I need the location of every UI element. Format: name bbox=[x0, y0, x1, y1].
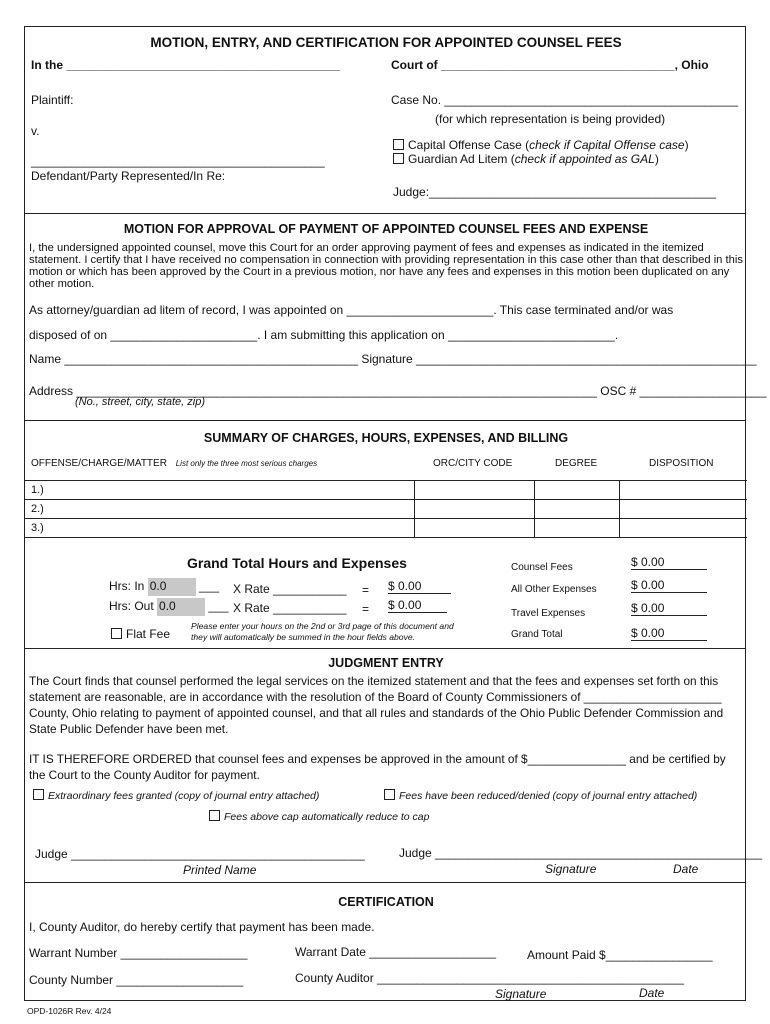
disposed-line[interactable]: disposed of on ______________________. I am submitting this application on _________________________. bbox=[29, 328, 619, 342]
court-of-field[interactable]: Court of ___________________________________, Ohio bbox=[391, 58, 709, 72]
hrs-in-amount: $ 0.00 bbox=[388, 579, 451, 593]
col-degree-header: DEGREE bbox=[555, 458, 598, 469]
capital-offense-checkbox[interactable] bbox=[393, 139, 404, 150]
counsel-fees-label: Counsel Fees bbox=[511, 562, 573, 573]
col-disposition-header: DISPOSITION bbox=[649, 458, 714, 469]
reduced-checkbox[interactable] bbox=[384, 789, 395, 800]
table-row bbox=[25, 519, 747, 538]
judgment-paragraph: The Court finds that counsel performed the legal services on the itemized statement and that the fees and expenses set forth on this statement are reasonable, are in accordance with the resolution of the Board of County Commissioners of _____________________ County, Ohio relating to payment of appointed counsel, and that all rules and standards of the Ohio Public Defender Commission and State Public Defender have been met. bbox=[29, 674, 724, 736]
gal-option[interactable]: Guardian Ad Litem (check if appointed as GAL) bbox=[393, 152, 659, 166]
disposition-cell[interactable] bbox=[619, 500, 747, 519]
extraordinary-option[interactable]: Extraordinary fees granted (copy of journal entry attached) bbox=[33, 789, 319, 802]
county-number-field[interactable]: County Number ___________________ bbox=[29, 973, 244, 987]
orc-cell[interactable] bbox=[414, 481, 534, 500]
certification-statement: I, County Auditor, do hereby certify that payment has been made. bbox=[29, 920, 375, 934]
travel-value[interactable]: $ 0.00 bbox=[631, 601, 707, 616]
col-offense-header: OFFENSE/CHARGE/MATTER List only the three most serious charges bbox=[31, 458, 318, 469]
equals-sign: = bbox=[362, 602, 370, 616]
hrs-in-field[interactable]: 0.0 bbox=[148, 578, 196, 596]
gal-checkbox[interactable] bbox=[393, 153, 404, 164]
equals-sign: = bbox=[362, 583, 370, 597]
hrs-out-row: Hrs: Out 0.0 ___ bbox=[109, 598, 228, 616]
counsel-fees-value: $ 0.00 bbox=[631, 555, 707, 570]
plaintiff-label: Plaintiff: bbox=[31, 93, 74, 107]
judge-printed-name-field[interactable]: Judge ____________________________________________ bbox=[35, 847, 365, 861]
for-which-note: (for which representation is being provided) bbox=[435, 112, 666, 126]
hrs-out-amount: $ 0.00 bbox=[388, 598, 447, 612]
name-signature-line[interactable]: Name ____________________________________________ Signature ___________________________________________________ bbox=[29, 352, 757, 366]
hrs-in-row: Hrs: In 0.0 ___ bbox=[109, 578, 219, 596]
form-title: MOTION, ENTRY, AND CERTIFICATION FOR APPOINTED COUNSEL FEES bbox=[150, 35, 622, 50]
judgment-title: JUDGMENT ENTRY bbox=[328, 656, 444, 670]
divider bbox=[25, 882, 745, 883]
judge-field[interactable]: Judge:___________________________________________ bbox=[393, 185, 717, 199]
other-expenses-label: All Other Expenses bbox=[511, 584, 597, 595]
divider bbox=[25, 648, 745, 649]
summary-title: SUMMARY OF CHARGES, HOURS, EXPENSES, AND BILLING bbox=[203, 431, 569, 445]
appointed-line[interactable]: As attorney/guardian ad litem of record, I was appointed on ______________________. This case terminated and/or was bbox=[29, 303, 674, 317]
above-cap-checkbox[interactable] bbox=[209, 810, 220, 821]
flat-fee-checkbox[interactable] bbox=[111, 628, 122, 639]
divider bbox=[25, 420, 745, 421]
defendant-label: Defendant/Party Represented/In Re: bbox=[31, 169, 226, 183]
printed-name-caption: Printed Name bbox=[183, 863, 257, 877]
case-no-field[interactable]: Case No. ____________________________________________ bbox=[391, 93, 739, 107]
charge-cell[interactable]: 3.) bbox=[25, 519, 414, 538]
degree-cell[interactable] bbox=[534, 500, 619, 519]
capital-offense-option[interactable]: Capital Offense Case (check if Capital Offense case) bbox=[393, 138, 689, 152]
address-hint: (No., street, city, state, zip) bbox=[75, 396, 205, 408]
orc-cell[interactable] bbox=[414, 519, 534, 538]
address-line[interactable]: Address ______________________________________________________________________________ OSC # ___________________ bbox=[29, 384, 767, 398]
charge-cell[interactable]: 1.) bbox=[25, 481, 414, 500]
table-row bbox=[25, 481, 747, 500]
versus-label: v. bbox=[31, 124, 40, 138]
table-row bbox=[25, 500, 747, 519]
warrant-number-field[interactable]: Warrant Number ___________________ bbox=[29, 946, 248, 960]
auditor-date-caption: Date bbox=[639, 986, 665, 1000]
hours-note: Please enter your hours on the 2nd or 3rd page of this document and they will automatically be summed in the hour fields above. bbox=[191, 621, 454, 642]
disposition-cell[interactable] bbox=[619, 519, 747, 538]
form-code: OPD-1026R Rev. 4/24 bbox=[27, 1006, 112, 1016]
totals-title: Grand Total Hours and Expenses bbox=[187, 555, 407, 571]
other-expenses-value[interactable]: $ 0.00 bbox=[631, 578, 707, 593]
x-rate-out-field[interactable]: X Rate ___________ bbox=[233, 601, 347, 615]
reduced-option[interactable]: Fees have been reduced/denied (copy of journal entry attached) bbox=[384, 789, 697, 802]
ordered-paragraph: IT IS THEREFORE ORDERED that counsel fees and expenses be approved in the amount of $_______________ and be certified by the Court to the County Auditor for payment. bbox=[29, 752, 726, 782]
judge-signature-field[interactable]: Judge _________________________________________________ bbox=[399, 846, 763, 860]
flat-fee-option[interactable]: Flat Fee bbox=[111, 627, 170, 641]
hrs-out-field[interactable]: 0.0 bbox=[157, 598, 205, 616]
date-caption: Date bbox=[673, 862, 699, 876]
in-the-field[interactable]: In the _________________________________________ bbox=[31, 58, 340, 72]
signature-caption: Signature bbox=[545, 862, 597, 876]
motion-paragraph: I, the undersigned appointed counsel, move this Court for an order approving payment of fees and expenses as indicated in the itemized statement. I certify that I have received no compensation in connection with providing representation in this case other than that described in this motion or which has been approved by the Court in a previous motion, nor have any fees and expenses in this motion been duplicated on any other motion. bbox=[29, 242, 743, 290]
charges-table bbox=[25, 480, 747, 538]
warrant-date-field[interactable]: Warrant Date ___________________ bbox=[295, 945, 497, 959]
defendant-line[interactable]: ____________________________________________ bbox=[31, 154, 325, 168]
county-auditor-field[interactable]: County Auditor ______________________________________________ bbox=[295, 971, 685, 985]
col-orc-header: ORC/CITY CODE bbox=[433, 458, 513, 469]
form-page bbox=[24, 26, 767, 1001]
divider bbox=[25, 213, 745, 214]
x-rate-in-field[interactable]: X Rate ___________ bbox=[233, 582, 347, 596]
degree-cell[interactable] bbox=[534, 481, 619, 500]
auditor-signature-caption: Signature bbox=[495, 987, 547, 1001]
grand-total-value: $ 0.00 bbox=[631, 626, 707, 641]
charge-cell[interactable]: 2.) bbox=[25, 500, 414, 519]
certification-title: CERTIFICATION bbox=[338, 895, 434, 909]
grand-total-label: Grand Total bbox=[511, 629, 563, 640]
travel-label: Travel Expenses bbox=[511, 608, 586, 619]
disposition-cell[interactable] bbox=[619, 481, 747, 500]
amount-paid-field[interactable]: Amount Paid $________________ bbox=[527, 948, 713, 962]
extraordinary-checkbox[interactable] bbox=[33, 789, 44, 800]
orc-cell[interactable] bbox=[414, 500, 534, 519]
degree-cell[interactable] bbox=[534, 519, 619, 538]
motion-title: MOTION FOR APPROVAL OF PAYMENT OF APPOINTED COUNSEL FEES AND EXPENSE bbox=[123, 222, 649, 236]
above-cap-option[interactable]: Fees above cap automatically reduce to cap bbox=[209, 810, 429, 823]
